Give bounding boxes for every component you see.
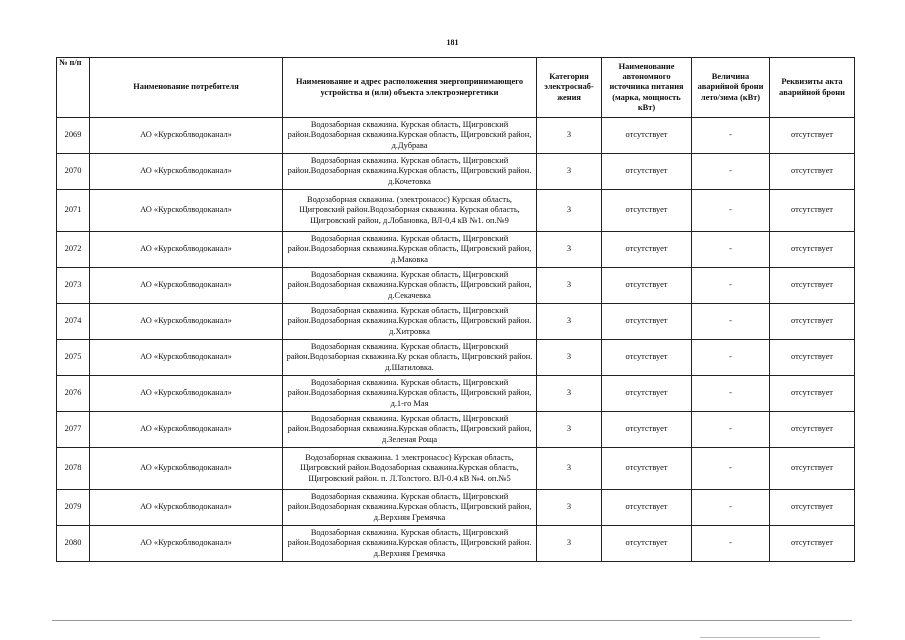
row-reserve: - [692,376,770,412]
row-category: 3 [537,490,602,526]
row-reserve: - [692,268,770,304]
row-category: 3 [537,154,602,190]
row-reserve: - [692,118,770,154]
row-consumer: АО «Курскоблводоканал» [90,340,283,376]
row-source: отсутствует [602,448,692,490]
row-consumer: АО «Курскоблводоканал» [90,412,283,448]
row-category: 3 [537,268,602,304]
header-num: № п/п [57,58,90,118]
row-num: 2078 [57,448,90,490]
row-consumer: АО «Курскоблводоканал» [90,490,283,526]
header-consumer: Наименование потребителя [90,58,283,118]
row-reserve: - [692,232,770,268]
row-category: 3 [537,412,602,448]
row-reserve: - [692,526,770,562]
row-consumer: АО «Курскоблводоканал» [90,304,283,340]
table-header-row [57,58,855,118]
row-category: 3 [537,448,602,490]
row-reserve: - [692,340,770,376]
row-num: 2070 [57,154,90,190]
row-category: 3 [537,340,602,376]
header-reserve: Величина аварийной брони лето/зима (кВт) [692,58,770,118]
row-source: отсутствует [602,526,692,562]
row-reserve: - [692,490,770,526]
row-source: отсутствует [602,412,692,448]
header-requisites: Реквизиты акта аварийной брони [770,58,855,118]
row-source: отсутствует [602,190,692,232]
row-category: 3 [537,190,602,232]
row-source: отсутствует [602,340,692,376]
row-source: отсутствует [602,232,692,268]
table-row [57,232,855,268]
row-object: Водозаборная скважина. (электронасос) Курская область, Щигровский район.Водозаборная скважина. Курская область, Щигровский район, д.Лобановка, ВЛ-0,4 кВ №1. оп.№9 [283,190,537,232]
row-requisites: отсутствует [770,304,855,340]
row-object: Водозаборная скважина. Курская область, Щигровский район.Водозаборная скважина.Курская область, Щигровский район. д.Кочетовка [283,154,537,190]
row-source: отсутствует [602,154,692,190]
row-num: 2077 [57,412,90,448]
table-row [57,448,855,490]
table-row [57,304,855,340]
row-category: 3 [537,304,602,340]
row-category: 3 [537,118,602,154]
row-num: 2074 [57,304,90,340]
row-requisites: отсутствует [770,448,855,490]
row-num: 2072 [57,232,90,268]
row-num: 2076 [57,376,90,412]
row-num: 2075 [57,340,90,376]
row-source: отсутствует [602,304,692,340]
page-number: 181 [446,38,459,47]
row-reserve: - [692,304,770,340]
row-object: Водозаборная скважина. Курская область, Щигровский район.Водозаборная скважина.Курская область, Щигровский район, д.1-го Мая [283,376,537,412]
row-reserve: - [692,412,770,448]
row-requisites: отсутствует [770,154,855,190]
table-row [57,268,855,304]
row-category: 3 [537,232,602,268]
header-source: Наименование автономного источника питания (марка, мощность кВт) [602,58,692,118]
row-consumer: АО «Курскоблводоканал» [90,232,283,268]
row-consumer: АО «Курскоблводоканал» [90,526,283,562]
row-reserve: - [692,448,770,490]
row-num: 2073 [57,268,90,304]
row-object: Водозаборная скважина. Курская область, Щигровский район.Водозаборная скважина.Курская область, Щигровский район, д.Секачевка [283,268,537,304]
row-consumer: АО «Курскоблводоканал» [90,376,283,412]
table-row [57,490,855,526]
table-row [57,118,855,154]
row-object: Водозаборная скважина. Курская область, Щигровский район.Водозаборная скважина.Курская область, Щигровский район. д.Верхняя Гремячка [283,526,537,562]
row-consumer: АО «Курскоблводоканал» [90,190,283,232]
row-requisites: отсутствует [770,190,855,232]
row-source: отсутствует [602,490,692,526]
row-object: Водозаборная скважина. Курская область, Щигровский район.Водозаборная скважина.Ку рская область, Щигровский район. д.Шатиловка. [283,340,537,376]
table-row [57,412,855,448]
row-category: 3 [537,526,602,562]
row-requisites: отсутствует [770,118,855,154]
header-object: Наименование и адрес расположения энергопринимающего устройства и (или) объекта электроэнергетики [283,58,537,118]
row-reserve: - [692,154,770,190]
row-reserve: - [692,190,770,232]
table-row [57,340,855,376]
row-source: отсутствует [602,118,692,154]
row-consumer: АО «Курскоблводоканал» [90,118,283,154]
row-requisites: отсутствует [770,526,855,562]
row-num: 2071 [57,190,90,232]
row-consumer: АО «Курскоблводоканал» [90,268,283,304]
consumers-table [56,57,855,562]
row-num: 2080 [57,526,90,562]
table-row [57,190,855,232]
row-category: 3 [537,376,602,412]
row-num: 2079 [57,490,90,526]
table-row [57,376,855,412]
row-object: Водозаборная скважина. Курская область, Щигровский район.Водозаборная скважина.Курская область, Щигровский район, д.Маковка [283,232,537,268]
row-requisites: отсутствует [770,232,855,268]
table-row [57,154,855,190]
header-category: Категория электроснаб-жения [537,58,602,118]
table-row [57,526,855,562]
row-object: Водозаборная скважина. 1 электронасос) Курская область, Щигровский район.Водозаборная скважина.Курская область, Щигровский район. п. Л.Толстого. ВЛ-0.4 кВ №4. оп.№5 [283,448,537,490]
row-consumer: АО «Курскоблводоканал» [90,154,283,190]
row-object: Водозаборная скважина. Курская область, Щигровский район.Водозаборная скважина.Курская область, Щигровский район, д.Верхняя Гремячка [283,490,537,526]
row-requisites: отсутствует [770,412,855,448]
row-object: Водозаборная скважина. Курская область, Щигровский район.Водозаборная скважина.Курская область, Щигровский район. д.Хитровка [283,304,537,340]
row-requisites: отсутствует [770,376,855,412]
row-requisites: отсутствует [770,268,855,304]
row-num: 2069 [57,118,90,154]
row-source: отсутствует [602,376,692,412]
row-requisites: отсутствует [770,490,855,526]
row-consumer: АО «Курскоблводоканал» [90,448,283,490]
row-source: отсутствует [602,268,692,304]
row-object: Водозаборная скважина. Курская область, Щигровский район.Водозаборная скважина.Курская область, Щигровский район, д.Зеленая Роща [283,412,537,448]
row-requisites: отсутствует [770,340,855,376]
page-divider [52,620,852,621]
row-object: Водозаборная скважина. Курская область, Щигровский район.Водозаборная скважина.Курская область, Щигровский район, д.Дубрава [283,118,537,154]
scan-edge-line [700,637,820,638]
